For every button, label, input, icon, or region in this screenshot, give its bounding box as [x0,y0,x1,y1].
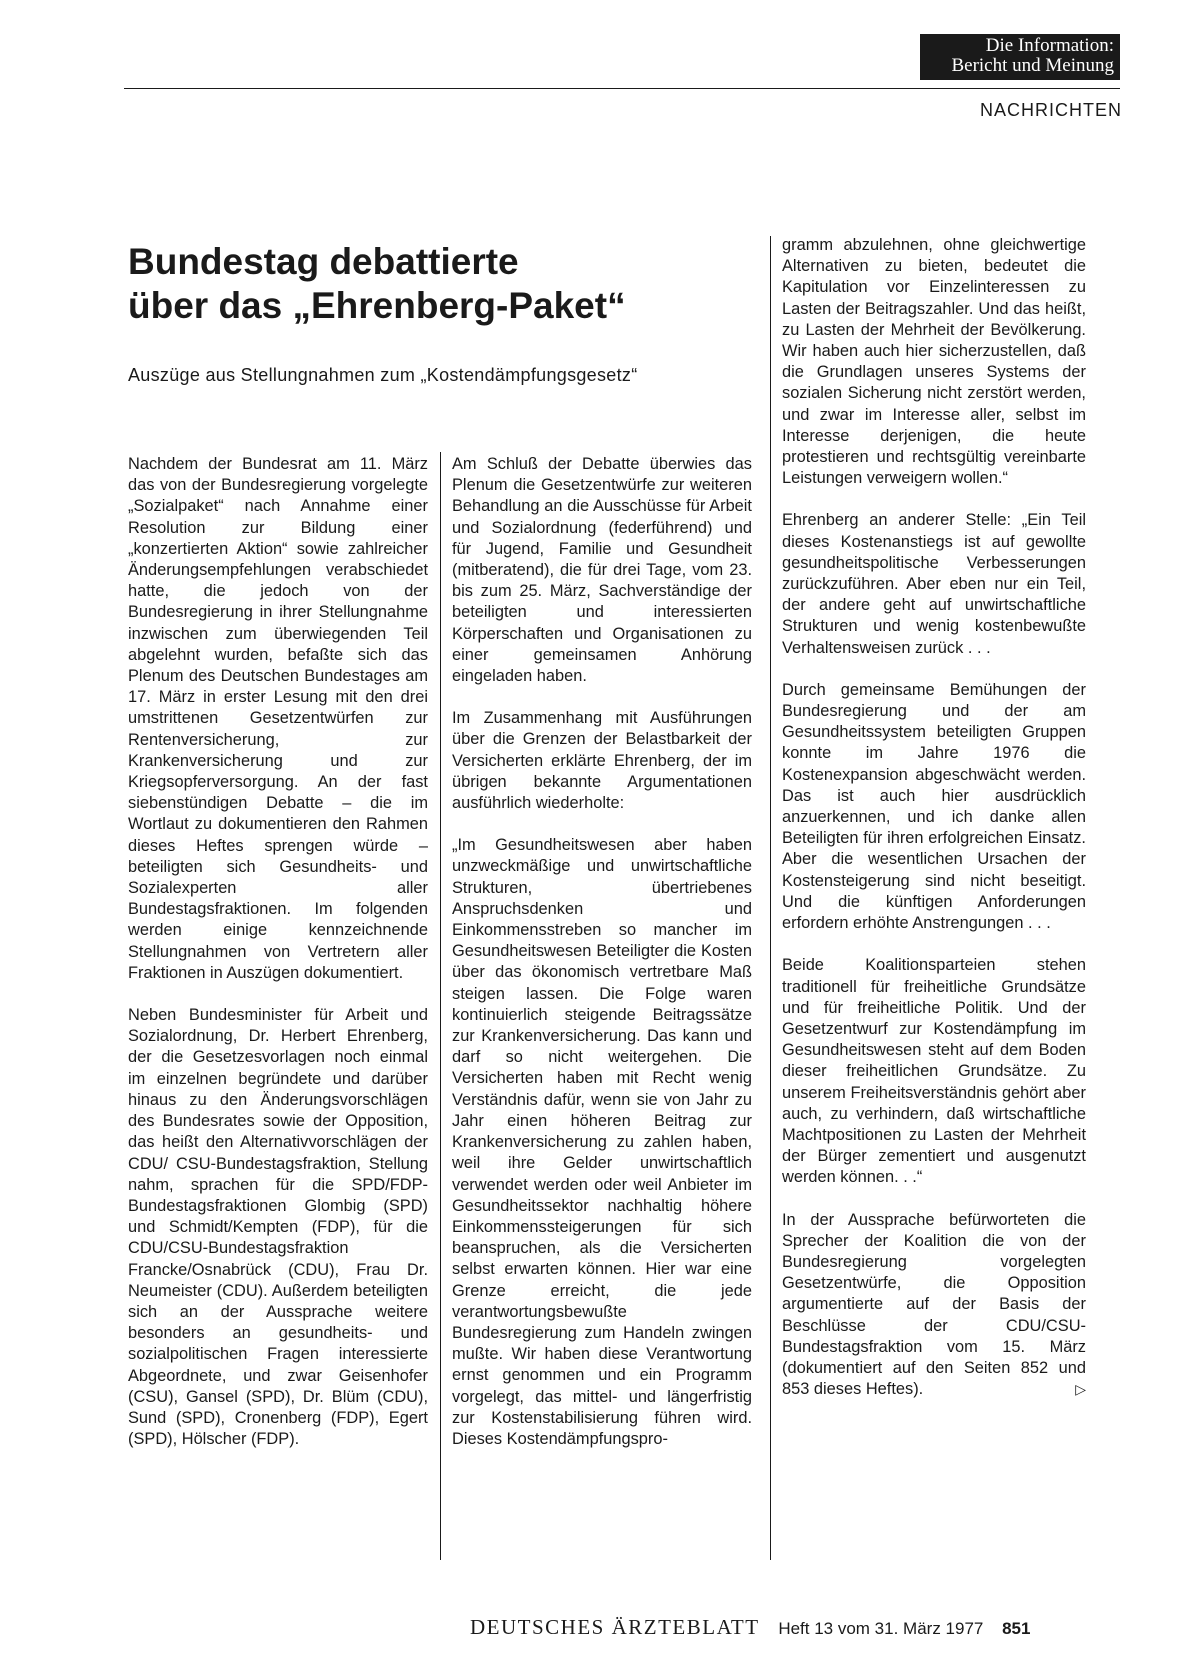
header-category-box [920,34,1120,80]
section-label: NACHRICHTEN [979,100,1122,120]
issue-info: Heft 13 vom 31. März 1977 [778,1619,984,1638]
paragraph: Am Schluß der Debatte überwies das Plenum die Gesetzentwürfe zur weiteren Behandlung an die Ausschüsse für Arbeit und Sozialordnung (federführend) und für Jugend, Familie und Gesundheit (mitberatend), die für drei Tage, vom 23. bis zum 25. März, Sachverständige der beteiligten und interessierten Körperschaften und Organisationen zu einer gemeinsamen Anhörung eingeladen haben. [452,455,752,686]
continue-arrow-icon: ▷ [1075,1381,1086,1398]
article-subtitle: Auszüge aus Stellungnahmen zum „Kostendämpfungsgesetz“ [128,365,638,385]
column-divider [440,452,441,1560]
paragraph: Nachdem der Bundesrat am 11. März das von der Bundesregierung vorgelegte „Sozialpaket“ nach Annahme einer Resolution zur Bildung einer „konzertierten Aktion“ sowie zahlreicher Änderungsempfehlungen verabschiedet hatte, die jedoch von der Bundesregierung in ihrer Stellungnahme inzwischen zum überwiegenden Teil abgelehnt wurden, befaßte sich das Plenum des Deutschen Bundestages am 17. März in erster Lesung mit den drei umstrittenen Gesetzentwürfen zur Rentenversicherung, zur Krankenversicherung und zur Kriegsopferversorgung. An der fast siebenstündigen Debatte – die im Wortlaut zu dokumentieren den Rahmen dieses Heftes sprengen würde – beteiligten sich Gesundheits- und Sozialexperten aller Bundestagsfraktionen. Im folgenden werden einige kennzeichnende Stellungnahmen von Vertretern aller Fraktionen in Auszügen dokumentiert. [128,455,428,982]
paragraph: Durch gemeinsame Bemühungen der Bundesregierung und der am Gesundheitssystem beteiligten Gruppen konnte im Jahre 1976 die Kostenexpansion abgeschwächt werden. Das ist auch hier ausdrücklich anzuerkennen, und ich danke allen Beteiligten für ihren erfolgreichen Einsatz. Aber die wesentlichen Ursachen der Kostensteigerung sind nicht beseitigt. Und die künftigen Anforderungen erfordern erhöhte Anstrengungen . . . [782,680,1086,933]
paragraph: Ehrenberg an anderer Stelle: „Ein Teil dieses Kostenanstiegs ist auf gewollte gesundheitspolitische Verbesserungen zurückzuführen. Aber eben nur ein Teil, der andere geht auf unwirtschaftliche Strukturen und wenig kostenbewußte Verhaltensweisen zurück . . . [782,511,1086,657]
page-number: 851 [1002,1619,1031,1638]
paragraph: Im Zusammenhang mit Ausführungen über die Grenzen der Belastbarkeit der Versicherten erklärte Ehrenberg, der im übrigen bekannte Argumentationen ausführlich wiederholte: [452,709,752,813]
paragraph: gramm abzulehnen, ohne gleichwertige Alternativen zu bieten, bedeutet die Kapitulation vor Einzelinteressen zu Lasten der Beitragszahler. Und das heißt, zu Lasten der Mehrheit der Bevölkerung. Wir haben auch hier sicherzustellen, daß die Grundlagen unseres Systems der sozialen Sicherung nicht zerstört werden, und zwar im Interesse aller, selbst im Interesse derjenigen, die heute protestieren und rechtsgültig vereinbarte Leistungen verweigern wollen.“ [782,236,1086,488]
article-column-2 [452,454,752,1471]
paragraph: Neben Bundesminister für Arbeit und Sozialordnung, Dr. Herbert Ehrenberg, der die Gesetzesvorlagen noch einmal im einzelnen begründete und darüber hinaus zu den Änderungsvorschlägen des Bundesrates sowie der Opposition, das heißt den Alternativvorschlägen der CDU/ CSU-Bundestagsfraktion, Stellung nahm, sprachen für die SPD/FDP-Bundestagsfraktionen Glombig (SPD) und Schmidt/Kempten (FDP), für die CDU/CSU-Bundestagsfraktion Francke/Osnabrück (CDU), Frau Dr. Neumeister (CDU). Außerdem beteiligten sich an der Aussprache weitere besonders an gesundheits- und sozialpolitischen Fragen interessierte Abgeordnete, und zwar Geisenhofer (CSU), Gansel (SPD), Dr. Blüm (CDU), Sund (SPD), Cronenberg (FDP), Egert (SPD), Hölscher (FDP). [128,1006,428,1449]
article-column-3 [782,235,1086,1421]
paragraph: „Im Gesundheitswesen aber haben unzweckmäßige und unwirtschaftliche Strukturen, übertriebenes Anspruchsdenken und Einkommensstreben so mancher im Gesundheitswesen Beteiligter die Kosten über das ökonomisch vertretbare Maß steigen lassen. Die Folge waren kontinuierlich steigende Beitragssätze zur Krankenversicherung. Das kann und darf so nicht weitergehen. Die Versicherten haben mit Recht wenig Verständnis dafür, wenn sie von Jahr zu Jahr einen höheren Beitrag zur Krankenversicherung zu zahlen haben, weil ihre Gelder unwirtschaftlich verwendet werden oder weil Anbieter im Gesundheitssektor nachhaltig höhere Einkommenssteigerungen für sich beanspruchen, als die Versicherten selbst erwarten können. Hier war eine Grenze erreicht, die jede verantwortungsbewußte Bundesregierung zum Handeln zwingen mußte. Wir haben diese Verantwortung ernst genommen und ein Programm vorgelegt, das mittel- und längerfristig zur Kostenstabilisierung führen wird. Dieses Kostendämpfungspro- [452,836,752,1448]
headline-line-1: Bundestag debattierte [128,241,519,282]
journal-name: DEUTSCHES ÄRZTEBLATT [470,1615,760,1639]
header-category-line1: Die Information: [985,35,1114,56]
paragraph-text: In der Aussprache befürworteten die Sprecher der Koalition die von der Bundesregierung vorgelegten Gesetzentwürfe, die Opposition argumentierte auf der Basis der Beschlüsse der CDU/CSU-Bundestagsfraktion vom 15. März (dokumentiert auf den Seiten 852 und 853 dieses Heftes). [782,1210,1086,1399]
header-category-line2: Bericht und Meinung [951,55,1114,76]
column-divider [770,236,771,1560]
article-column-1 [128,454,428,1471]
paragraph: Beide Koalitionsparteien stehen traditionell für freiheitliche Grundsätze und für freiheitliche Politik. Und der Gesetzentwurf zur Kostendämpfung im Gesundheitswesen steht auf dem Boden dieser freiheitlichen Grundsätze. Zu unserem Freiheitsverständnis gehört aber auch, zu verhindern, daß wirtschaftliche Machtpositionen zu Lasten der Mehrheit der Bürger zementiert und ausgenutzt werden können. . .“ [782,956,1086,1187]
headline-line-2: über das „Ehrenberg-Paket“ [128,285,626,326]
article-headline [128,240,768,328]
paragraph-last [782,1210,1086,1401]
page-footer [470,1615,1090,1640]
header-rule [124,88,1120,89]
